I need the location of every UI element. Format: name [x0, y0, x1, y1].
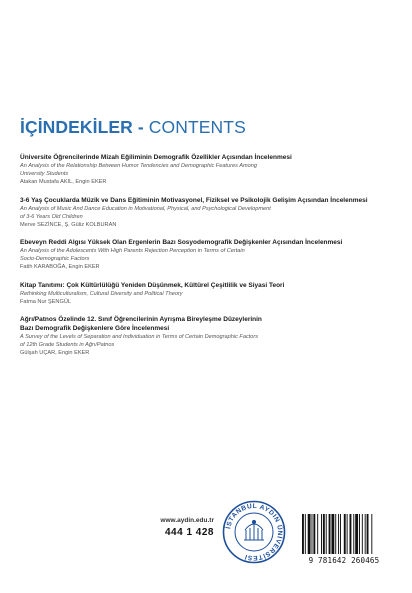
- publisher-contact: [142, 517, 214, 538]
- university-seal-logo: [222, 500, 286, 564]
- isbn-number: 9 781642 260465: [308, 556, 380, 565]
- barcode-bar: [371, 514, 372, 554]
- heading-separator: -: [137, 117, 144, 137]
- contents-entry[interactable]: [20, 281, 395, 306]
- contents-entry[interactable]: [20, 315, 395, 357]
- barcode-bar: [331, 514, 334, 554]
- heading-english: CONTENTS: [148, 117, 246, 137]
- phone-number: 444 1 428: [165, 527, 214, 538]
- entry-english-title: A Survey of the Levels of Separation and Individuation in Terms of Certain Demographic Factors: [20, 334, 259, 340]
- barcode-bar: [355, 514, 358, 554]
- website-link[interactable]: www.aydin.edu.tr: [160, 517, 214, 524]
- entry-title: Ağrı/Patnos Özelinde 12. Sınıf Öğrencilerinin Ayrışma Bireyleşme Düzeylerinin: [20, 316, 262, 323]
- contents-heading: [20, 117, 246, 138]
- barcode-bar: [350, 514, 352, 554]
- barcode-bar: [305, 514, 306, 554]
- barcode-bar: [335, 514, 336, 554]
- entry-english-title: of 12th Grade Students in Ağrı/Patnos: [20, 342, 115, 348]
- entry-english-title: An Analysis of Music And Dance Education in Motivational, Physical, and Psychological Development: [20, 205, 271, 212]
- barcode-bar: [362, 514, 363, 554]
- entry-authors: Fatih KARABOĞA, Engin EKER: [20, 264, 100, 270]
- entry-english-title: of 3-6 Years Old Children: [20, 213, 83, 220]
- barcode-bar: [359, 514, 360, 554]
- entry-english-title: Rethinking Multiculturalism, Cultural Diversity and Political Theory: [20, 290, 183, 297]
- barcode-bars: [296, 512, 392, 556]
- entry-english-title: Socio-Demographic Factors: [20, 256, 90, 262]
- contents-entry[interactable]: [20, 238, 395, 271]
- barcode-bar: [317, 514, 318, 554]
- barcode-bar: [344, 514, 346, 554]
- svg-text:İSTANBUL AYDIN ÜNİVERSİTESİ: İSTANBUL AYDIN ÜNİVERSİTESİ: [225, 502, 284, 562]
- barcode-bar: [338, 514, 339, 554]
- contents-entry[interactable]: [20, 196, 395, 229]
- barcode-bar: [367, 514, 369, 554]
- barcode-bar: [302, 514, 304, 554]
- entry-authors: Atakan Mustafa AKIL, Engin EKER: [20, 179, 107, 185]
- barcode-bar: [321, 514, 322, 554]
- entry-title: Ebeveyn Reddi Algısı Yüksek Olan Ergenlerin Bazı Sosyodemografik Değişkenler Açısından İncelenmesi: [20, 239, 343, 246]
- entry-authors: Merve SEZİNCE, Ş. Güliz KOLBURAN: [20, 221, 117, 228]
- entry-title: 3-6 Yaş Çocuklarda Müzik ve Dans Eğitiminin Motivasyonel, Fiziksel ve Psikolojik Gelişim Açısından İncelenmesi: [20, 196, 368, 204]
- entry-title: Kitap Tanıtımı: Çok Kültürlülüğü Yeniden Düşünmek, Kültürel Çeşitlilik ve Siyasi Teori: [20, 281, 285, 289]
- entry-english-title: An Analysis of the Adolescents With High Parents Rejection Perception in Terms of Certain: [20, 248, 245, 254]
- entry-title: Üniversite Öğrencilerinde Mizah Eğiliminin Demografik Özellikler Açısından İncelenmesi: [20, 154, 292, 161]
- entry-title-continued: Bazı Demografik Değişkenlere Göre İncelenmesi: [20, 325, 170, 332]
- barcode-bar: [323, 514, 325, 554]
- barcode-bar: [312, 514, 313, 554]
- barcode-bar: [353, 514, 354, 554]
- entry-english-title: University Students: [20, 171, 69, 177]
- entry-authors: Fatma Nur ŞENGÜL: [20, 298, 71, 305]
- barcode-bar: [313, 514, 315, 554]
- contents-entry[interactable]: [20, 153, 395, 186]
- barcode-bar: [326, 514, 327, 554]
- barcode-bar: [308, 514, 311, 554]
- barcode-bar: [329, 514, 331, 554]
- entry-authors: Gülşah UÇAR, Engin EKER: [20, 350, 90, 356]
- contents-list: [20, 153, 395, 367]
- heading-turkish: İÇİNDEKİLER: [20, 117, 133, 137]
- isbn-barcode: [296, 512, 392, 570]
- entry-english-title: An Analysis of the Relationship Between Humor Tendencies and Demographic Features Among: [20, 163, 257, 169]
- barcode-bar: [365, 514, 366, 554]
- barcode-bar: [340, 514, 341, 554]
- barcode-bar: [347, 514, 348, 554]
